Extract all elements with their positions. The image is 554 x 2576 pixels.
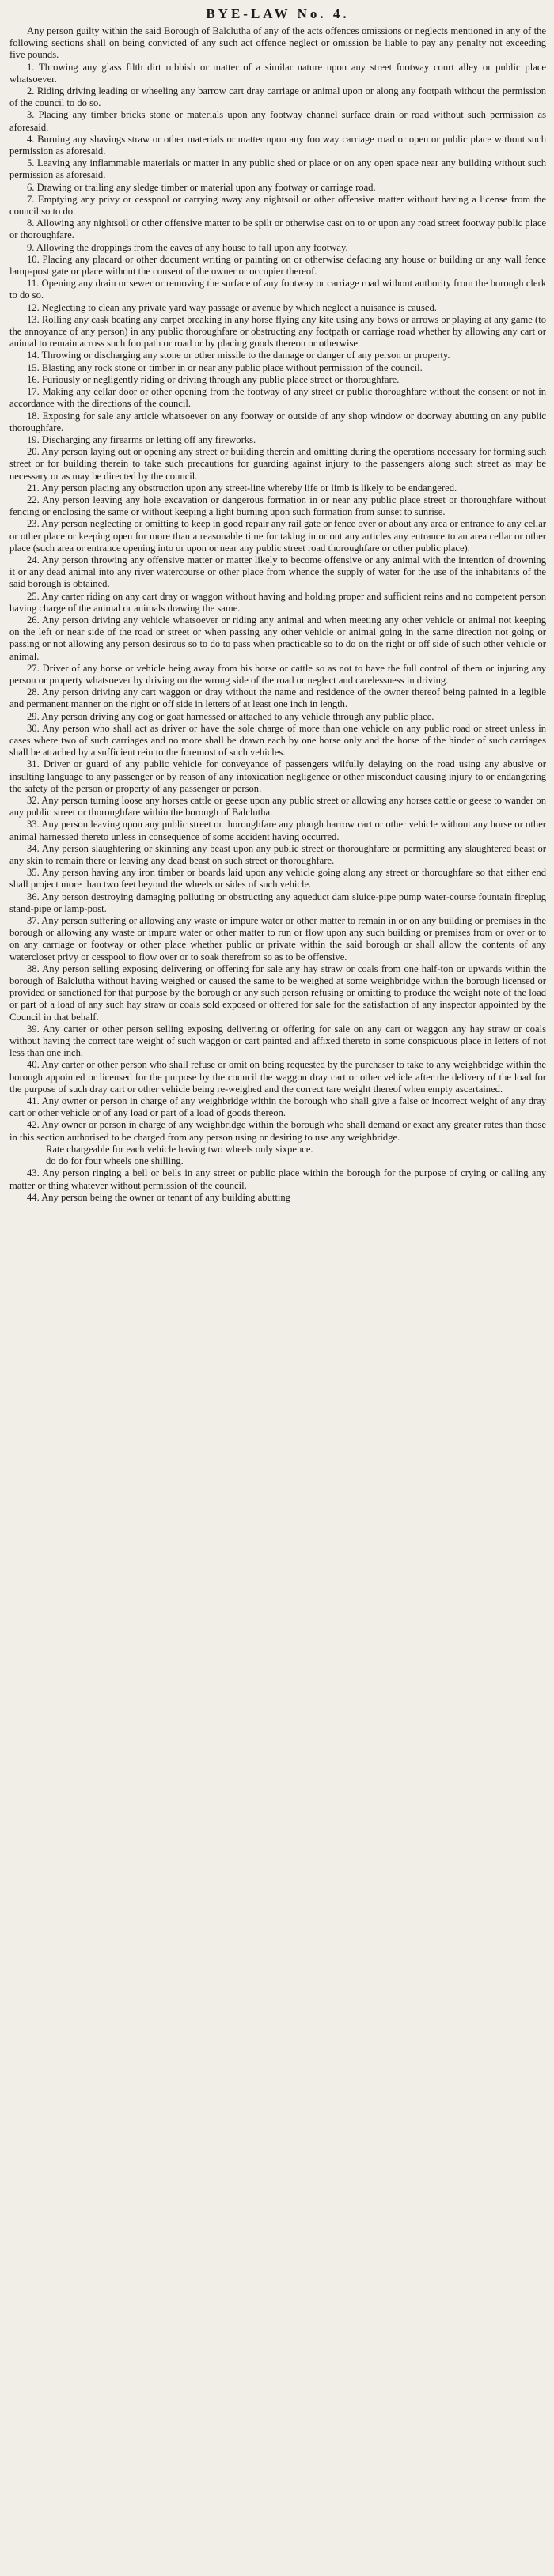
bylaw-clause: 4. Burning any shavings straw or other materials or matter upon any footway carriage road or open or public place without such permission as aforesaid.: [9, 133, 546, 157]
bylaw-clause: 22. Any person leaving any hole excavation or dangerous formation in or near any public place street or thoroughfare without fencing or enclosing the same or without keeping a light burning upon such formation from sunset to sunrise.: [9, 494, 546, 518]
bylaw-clause: 32. Any person turning loose any horses cattle or geese upon any public street or allowing any horses cattle or geese to wander on any public street or thoroughfare within the borough of Balclutha.: [9, 795, 546, 819]
rate-list: [9, 1144, 546, 1167]
bylaw-clause: 35. Any person having any iron timber or boards laid upon any vehicle going along any street or thoroughfare so that either end shall project more than two feet beyond the wheels or sides of such vehicle.: [9, 867, 546, 891]
bylaw-clause: 42. Any owner or person in charge of any weighbridge within the borough who shall demand or exact any greater rates than those in this section authorised to be charged from any person using or desiring to use any weighbridge.: [9, 1119, 546, 1143]
bylaw-clause: 44. Any person being the owner or tenant of any building abutting: [27, 1191, 290, 1203]
bylaw-intro: Any person guilty within the said Borough of Balclutha of any of the acts offences omissions or neglects mentioned in any of the following sections shall on being convicted of any such act offence neglect or omission be liable to pay any penalty not exceeding five pounds.: [9, 25, 546, 61]
bylaw-clause: 19. Discharging any firearms or letting off any fireworks.: [27, 433, 256, 445]
bylaw-clause: 40. Any carter or other person who shall refuse or omit on being requested by the purchaser to take to any weighbridge within the borough appointed or licensed for the purpose by the council the waggon dray cart or other vehicle after the delivery of the load for the purpose of such dray cart or other vehicle being re-weighed and the correct tare weight thereof when empty ascertained.: [9, 1059, 546, 1095]
bylaw-clause: 38. Any person selling exposing delivering or offering for sale any hay straw or coals from one half-ton or upwards within the borough of Balclutha without having weighed or caused the same to be weighed at some weighbridge within the borough licensed or provided or sanctioned for that purpose by the borough or any such person refusing or omitting to produce the weight note of the load or part of a load of any such hay straw or coals sold exposed or offered for sale for the satisfaction of any inspector appointed by the Council in that behalf.: [9, 963, 546, 1023]
bylaw-clause: 6. Drawing or trailing any sledge timber or material upon any footway or carriage road.: [27, 181, 376, 193]
bylaw-clause: 13. Rolling any cask beating any carpet breaking in any horse flying any kite using any bows or arrows or playing at any game (to the annoyance of any person) in any public thoroughfare or obstructing any footpath or carriage road whether by allowing any cart or animal to remain across such footpath or road or by placing goods thereon or otherwise.: [9, 313, 546, 350]
bylaw-clause: 9. Allowing the droppings from the eaves of any house to fall upon any footway.: [27, 241, 348, 253]
tail-clause-list: [9, 1167, 546, 1204]
bylaw-clause: 39. Any carter or other person selling exposing delivering or offering for sale on any cart or waggon any hay straw or coals without having the correct tare weight of such waggon or cart painted and affixed thereto in some conspicuous place in letters of not less than one inch.: [9, 1023, 546, 1059]
bylaw-clause: 26. Any person driving any vehicle whatsoever or riding any animal and when meeting any other vehicle or animal not keeping on the left or near side of the road or street or when passing any other vehicle or animal going in the same direction not going or passing or not allowing any person desirous so to do to pass when practicable so to do on the right or off side of such other vehicle or animal.: [9, 614, 546, 662]
bylaw-clause: 15. Blasting any rock stone or timber in or near any public place without permission of the council.: [27, 361, 423, 373]
bylaw-clause: 2. Riding driving leading or wheeling any barrow cart dray carriage or animal upon or along any footpath without the permission of the council to do so.: [9, 85, 546, 109]
bylaw-clause: 28. Any person driving any cart waggon or dray without the name and residence of the owner thereof being painted in a legible and permanent manner on the right or off side in letters of at least one inch in length.: [9, 687, 546, 710]
bylaw-clause: 3. Placing any timber bricks stone or materials upon any footway channel surface drain or road without such permission as aforesaid.: [9, 109, 546, 133]
bylaw-clause: 18. Exposing for sale any article whatsoever on any footway or outside of any shop window or doorway abutting on any public thoroughfare.: [9, 410, 546, 433]
bylaw-clause: 14. Throwing or discharging any stone or other missile to the damage or danger of any person or property.: [27, 350, 450, 361]
rate-line: Rate chargeable for each vehicle having two wheels only sixpence.: [46, 1143, 313, 1155]
bylaw-clause: 30. Any person who shall act as driver or have the sole charge of more than one vehicle on any public road or street unless in cases where two of such carriages and no more shall be drawn each by one horse only and the horse of the hinder of such carriages shall be attached by a sufficient rein to the foremost of such vehicles.: [9, 722, 546, 758]
bylaw-clause: 1. Throwing any glass filth dirt rubbish or matter of a similar nature upon any street footway court alley or public place whatsoever.: [9, 61, 546, 85]
bylaw-clause: 43. Any person ringing a bell or bells in any street or public place within the borough for the purpose of crying or calling any matter or thing whatever without permission of the council.: [9, 1167, 546, 1191]
rate-line: do do for four wheels one shilling.: [46, 1156, 184, 1167]
bylaw-clause: 24. Any person throwing any offensive matter or matter likely to become offensive or any animal with the intention of drowning it or any dead animal into any river watercourse or other place from whence the supply of water for the use of the inhabitants of the said borough is obtained.: [9, 554, 546, 590]
bylaw-clause: 36. Any person destroying damaging polluting or obstructing any aqueduct dam sluice-pipe pump water-course fountain fireplug stand-pipe or lamp-post.: [9, 891, 546, 914]
bylaw-clause: 11. Opening any drain or sewer or removing the surface of any footway or carriage road without authority from the borough clerk to do so.: [9, 278, 546, 301]
bylaw-clause: 12. Neglecting to clean any private yard way passage or avenue by which neglect a nuisance is caused.: [27, 301, 437, 313]
bylaw-clause: 21. Any person placing any obstruction upon any street-line whereby life or limb is likely to be endangered.: [27, 482, 457, 494]
bylaw-clause: 7. Emptying any privy or cesspool or carrying away any nightsoil or other offensive matter without having a license from the council so to do.: [9, 193, 546, 218]
bylaw-clause: 29. Any person driving any dog or goat harnessed or attached to any vehicle through any public place.: [27, 710, 434, 722]
bylaw-clause: 10. Placing any placard or other document writing or painting on or otherwise defacing any house or building or any wall fence lamp-post gate or place without the consent of the owner or occupier thereof.: [9, 253, 546, 278]
bylaw-clause: 34. Any person slaughtering or skinning any beast upon any public street or thoroughfare or permitting any slaughtered beast or any skin to remain there or leaving any dead beast on such street or thoroughfare.: [9, 842, 546, 867]
bylaw-clause: 16. Furiously or negligently riding or driving through any public place street or thoroughfare.: [27, 373, 400, 385]
clause-list: [9, 62, 546, 1144]
bylaw-clause: 41. Any owner or person in charge of any weighbridge within the borough who shall give a false or incorrect weight of any dray cart or other vehicle or of any load or part of a load of goods thereon.: [9, 1095, 546, 1119]
bylaw-clause: 20. Any person laying out or opening any street or building therein and omitting during the operations necessary for forming such street or for building therein to take such precautions for guarding against injury to the passengers along such street as may be necessary or as may be directed by the council.: [9, 446, 546, 482]
bylaw-clause: 27. Driver of any horse or vehicle being away from his horse or cattle so as not to have the full control of them or injuring any person or property whatsoever by driving on the wrong side of the road or neglect and carelessness in driving.: [9, 662, 546, 686]
bylaw-clause: 5. Leaving any inflammable materials or matter in any public shed or place or on any open space near any building without such permission as aforesaid.: [9, 157, 546, 181]
bylaw-clause: 37. Any person suffering or allowing any waste or impure water or other matter to remain in or on any building or premises in the borough or allowing any waste or impure water or other matter to run or flow upon any such building or premises from or over or to on any carriage or footway or other place whether public or private within the said borough or shall allow the contents of any watercloset privy or cesspool to flow over or to soak therefrom so as to be offensive.: [9, 915, 546, 963]
bylaw-clause: 31. Driver or guard of any public vehicle for conveyance of passengers wilfully delaying on the road using any abusive or insulting language to any passenger or by reason of any intoxication negligence or other misconduct causing injury to or endangering the safety of the person or property of any passenger or person.: [9, 758, 546, 794]
bylaw-clause: 25. Any carter riding on any cart dray or waggon without having and holding proper and sufficient reins and no competent person having charge of the animal or animals drawing the same.: [9, 590, 546, 614]
bylaw-clause: 17. Making any cellar door or other opening from the footway of any street or public thoroughfare without the consent or not in accordance with the directions of the council.: [9, 386, 546, 410]
bylaw-clause: 33. Any person leaving upon any public street or thoroughfare any plough harrow cart or other vehicle without any horse or other animal harnessed thereto unless in consequence of some accident having occurred.: [9, 819, 546, 842]
bylaw-clause: 23. Any person neglecting or omitting to keep in good repair any rail gate or fence over or about any area or entrance to any cellar or other place or keeping open for more than a reasonable time for taking in or out any articles any entrance to an area cellar or other place (such area or entrance opening into or upon or near any public street road thoroughfare or other public place).: [9, 518, 546, 554]
bylaw-title: BYE-LAW No. 4.: [206, 6, 350, 21]
bylaw-clause: 8. Allowing any nightsoil or other offensive matter to be spilt or otherwise cast on to or upon any road street footway public place or thoroughfare.: [9, 218, 546, 241]
